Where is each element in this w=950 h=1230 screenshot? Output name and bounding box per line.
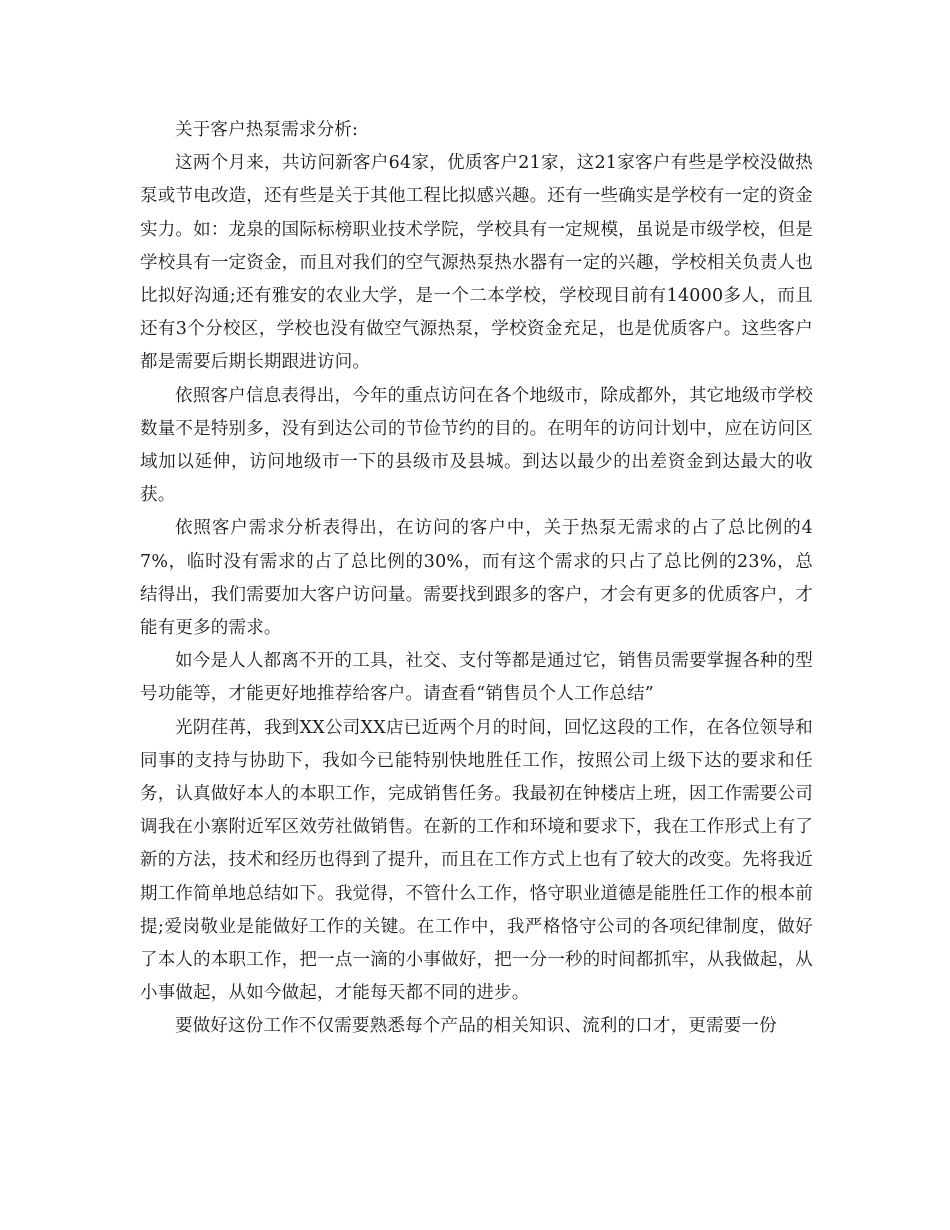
paragraph-demand-analysis: 依照客户需求分析表得出，在访问的客户中，关于热泵无需求的占了总比例的47%，临时没有需求的占了总比例的30%，而有这个需求的只占了总比例的23%，总结得出，我们需要加大客户访问量。需要找到跟多的客户，才会有更多的优质客户，才能有更多的需求。 xyxy=(140,518,813,639)
document-body xyxy=(140,114,813,1044)
paragraph-customer-visits: 这两个月来，共访问新客户64家，优质客户21家，这21家客户有些是学校没做热泵或节电改造，还有些是关于其他工程比拟感兴趣。还有一些确实是学校有一定的资金实力。如：龙泉的国际标榜职业技术学院，学校具有一定规模，虽说是市级学校，但是学校具有一定资金，而且对我们的空气源热泵热水器有一定的兴趣，学校相关负责人也比拟好沟通;还有雅安的农业大学，是一个二本学校，学校现目前有14000多人，而且还有3个分校区，学校也没有做空气源热泵，学校资金充足，也是优质客户。这些客户都是需要后期长期跟进访问。 xyxy=(140,153,813,373)
paragraph-visit-plan: 依照客户信息表得出，今年的重点访问在各个地级市，除成都外，其它地级市学校数量不是特别多，没有到达公司的节俭节约的目的。在明年的访问计划中，应在访问区域加以延伸，访问地级市一下的县级市及县城。到达以最少的出差资金到达最大的收获。 xyxy=(140,385,813,506)
paragraph-continuation: 要做好这份工作不仅需要熟悉每个产品的相关知识、流利的口才，更需要一份 xyxy=(175,1016,777,1037)
section-heading: 关于客户热泵需求分析: xyxy=(175,120,359,140)
paragraph-tools-note: 如今是人人都离不开的工具，社交、支付等都是通过它，销售员需要掌握各种的型号功能等，才能更好地推荐给客户。请查看“销售员个人工作总结” xyxy=(140,651,813,705)
paragraph-work-summary: 光阴荏苒，我到XX公司XX店已近两个月的时间，回忆这段的工作，在各位领导和同事的支持与协助下，我如今已能特别快地胜任工作，按照公司上级下达的要求和任务，认真做好本人的本职工作，完成销售任务。我最初在钟楼店上班，因工作需要公司调我在小寨附近军区效劳社做销售。在新的工作和环境和要求下，我在工作形式上有了新的方法，技术和经历也得到了提升，而且在工作方式上也有了较大的改变。先将我近期工作简单地总结如下。我觉得，不管什么工作，恪守职业道德是能胜任工作的根本前提;爱岗敬业是能做好工作的关键。在工作中，我严格恪守公司的各项纪律制度，做好了本人的本职工作，把一点一滴的小事做好，把一分一秒的时间都抓牢，从我做起，从小事做起，从如今做起，才能每天都不同的进步。 xyxy=(140,717,813,1004)
